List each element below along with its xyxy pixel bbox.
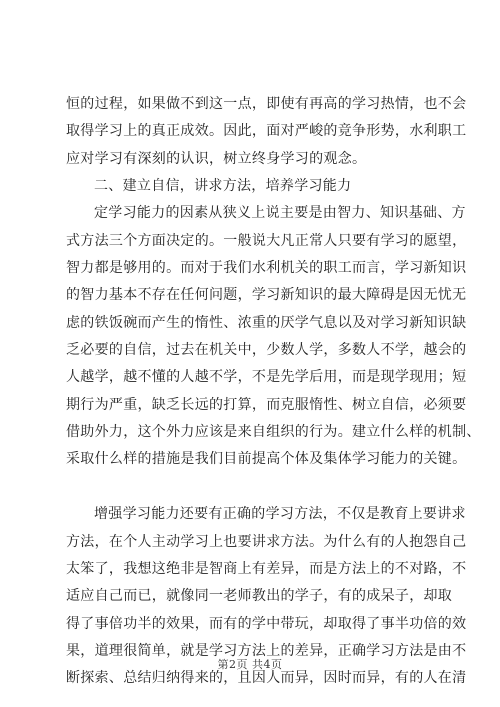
body-line: 的智力基本不存在任何问题，学习新知识的最大障碍是因无忧无 — [66, 287, 467, 304]
body-line: 采取什么样的措施是我们目前提高个体及集体学习能力的关键。 — [66, 451, 467, 468]
body-line: 期行为严重，缺乏长远的打算，而克服惰性、树立自信，必须要 — [66, 396, 467, 413]
body-line: 虑的铁饭碗而产生的惰性、浓重的厌学气息以及对学习新知识缺 — [66, 314, 467, 331]
blank-line — [66, 474, 438, 501]
body-line: 方法，在个人主动学习上也要讲求方法。为什么有的人抱怨自己 — [66, 533, 467, 550]
body-line: 式方法三个方面决定的。一般说大凡正常人只要有学习的愿望， — [66, 232, 467, 249]
body-line: 人越学，越不懂的人越不学，不是先学后用，而是现学现用；短 — [66, 369, 467, 386]
body-line: 智力都是够用的。而对于我们水利机关的职工而言，学习新知识 — [66, 260, 467, 277]
body-line: 乏必要的自信，过去在机关中，少数人学，多数人不学，越会的 — [66, 342, 467, 359]
body-line: 太笨了，我想这绝非是智商上有差异，而是方法上的不对路，不 — [66, 560, 467, 577]
body-line: 断探索、总结归纳得来的，且因人而异，因时而异，有的人在清 — [66, 670, 467, 687]
section-heading: 二、建立自信，讲求方法，培养学习能力 — [94, 178, 352, 195]
paragraph-first-line: 增强学习能力还要有正确的学习方法，不仅是教育上要讲求 — [94, 506, 466, 523]
body-line: 得了事倍功半的效果，而有的学中带玩，却取得了事半功倍的效 — [66, 615, 467, 632]
body-line: 应对学习有深刻的认识，树立终身学习的观念。 — [66, 150, 367, 167]
body-line: 适应自己而已，就像同一老师教出的学子，有的成呆子，却取 — [66, 588, 453, 605]
body-line: 借助外力，这个外力应该是来自组织的行为。建立什么样的机制、 — [66, 424, 481, 441]
page-footer: 第2页 共4页 — [217, 658, 283, 671]
page-body — [66, 91, 481, 693]
body-line: 果，道理很简单，就是学习方法上的差异，正确学习方法是由不 — [66, 642, 467, 659]
paragraph-first-line: 定学习能力的因素从狭义上说主要是由智力、知识基础、方 — [94, 205, 466, 222]
body-line: 恒的过程，如果做不到这一点，即使有再高的学习热情，也不会 — [66, 96, 467, 112]
body-line: 取得学习上的真正成效。因此，面对严峻的竞争形势，水利职工 — [66, 123, 467, 140]
